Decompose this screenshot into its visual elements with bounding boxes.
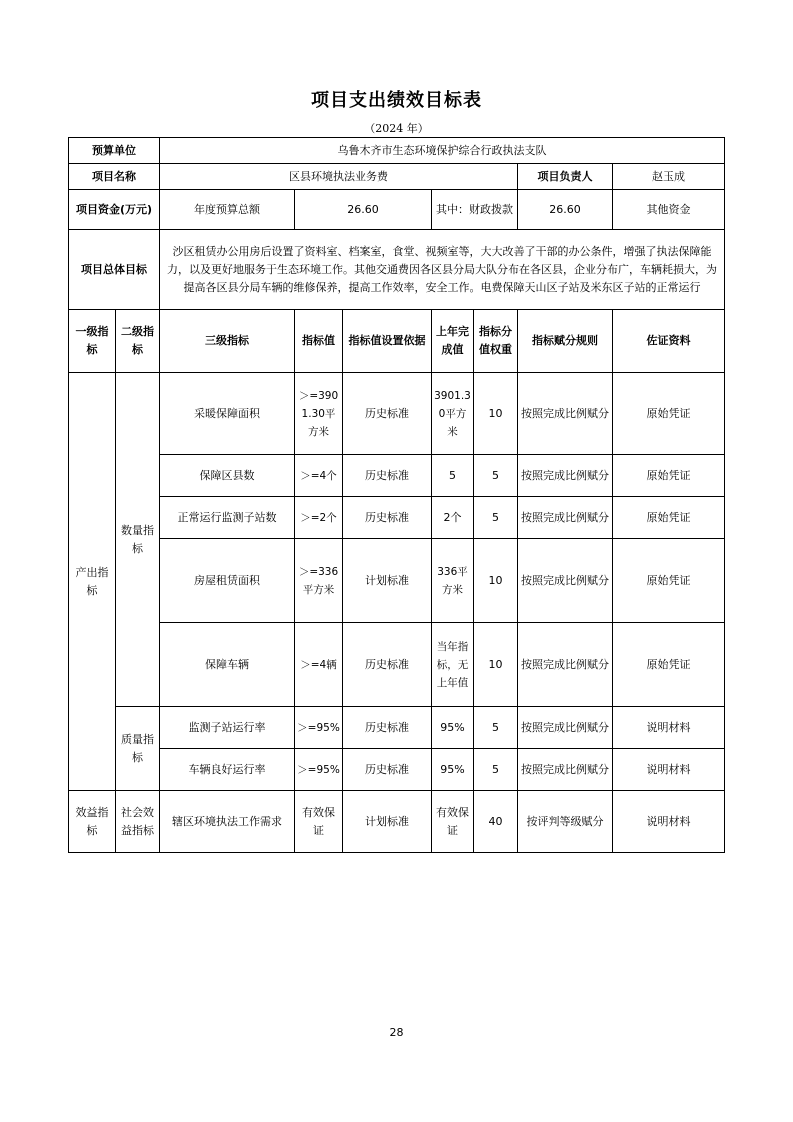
funds-label: 项目资金(万元) (69, 190, 160, 230)
goal-row (69, 230, 725, 310)
indicator-weight: 5 (474, 497, 518, 539)
indicator-weight: 5 (474, 749, 518, 791)
output-indicator-group: 产出指标 (69, 373, 116, 791)
indicator-value: ＞=4个 (295, 455, 343, 497)
indicator-evidence: 说明材料 (613, 749, 725, 791)
header-value: 指标值 (295, 310, 343, 373)
indicator-weight: 10 (474, 539, 518, 623)
indicator-value: ＞=95% (295, 749, 343, 791)
header-level2: 二级指标 (116, 310, 160, 373)
indicator-basis: 计划标准 (343, 539, 432, 623)
other-funds-label: 其他资金 (613, 190, 725, 230)
table-row (69, 539, 725, 623)
indicator-value: ＞=3901.30平方米 (295, 373, 343, 455)
indicator-basis: 历史标准 (343, 623, 432, 707)
budget-unit-label: 预算单位 (69, 138, 160, 164)
indicator-evidence: 说明材料 (613, 791, 725, 853)
table-row (69, 623, 725, 707)
social-benefit-indicator-group: 社会效益指标 (116, 791, 160, 853)
indicator-basis: 历史标准 (343, 497, 432, 539)
header-basis: 指标值设置依据 (343, 310, 432, 373)
indicator-weight: 40 (474, 791, 518, 853)
indicator-last: 3901.30平方米 (432, 373, 474, 455)
indicator-value: ＞=4辆 (295, 623, 343, 707)
indicator-rule: 按照完成比例赋分 (518, 455, 613, 497)
benefit-indicator-group: 效益指标 (69, 791, 116, 853)
indicator-last: 当年指标，无上年值 (432, 623, 474, 707)
indicator-name: 监测子站运行率 (160, 707, 295, 749)
page-number: 28 (389, 1026, 404, 1039)
indicator-basis: 历史标准 (343, 707, 432, 749)
indicator-name: 采暖保障面积 (160, 373, 295, 455)
indicator-rule: 按照完成比例赋分 (518, 707, 613, 749)
indicator-name: 保障车辆 (160, 623, 295, 707)
indicator-last: 95% (432, 749, 474, 791)
indicator-evidence: 原始凭证 (613, 539, 725, 623)
indicator-value: ＞=2个 (295, 497, 343, 539)
indicator-rule: 按照完成比例赋分 (518, 623, 613, 707)
budget-unit-value: 乌鲁木齐市生态环境保护综合行政执法支队 (160, 138, 725, 164)
indicator-last: 336平方米 (432, 539, 474, 623)
indicator-last: 5 (432, 455, 474, 497)
funds-row (69, 190, 725, 230)
performance-table (68, 137, 725, 853)
indicator-basis: 历史标准 (343, 373, 432, 455)
indicator-value: ＞=336平方米 (295, 539, 343, 623)
table-row (69, 749, 725, 791)
header-weight: 指标分值权重 (474, 310, 518, 373)
page-title: 项目支出绩效目标表 (311, 90, 482, 111)
project-name-row (69, 164, 725, 190)
indicator-weight: 5 (474, 707, 518, 749)
indicator-weight: 10 (474, 373, 518, 455)
indicator-name: 保障区县数 (160, 455, 295, 497)
indicator-rule: 按评判等级赋分 (518, 791, 613, 853)
goal-label: 项目总体目标 (69, 230, 160, 310)
indicator-name: 正常运行监测子站数 (160, 497, 295, 539)
goal-text: 沙区租赁办公用房后设置了资料室、档案室，食堂、视频室等，大大改善了干部的办公条件，增强了执法保障能力，以及更好地服务于生态环境工作。其他交通费因各区县分局大队分布在各区县，企业分布广，车辆耗损大，为提高各区县分局车辆的维修保养，提高工作效率，安全工作。电费保障天山区子站及米东区子站的正常运行 (160, 230, 725, 310)
indicator-evidence: 说明材料 (613, 707, 725, 749)
indicator-name: 车辆良好运行率 (160, 749, 295, 791)
table-row (69, 791, 725, 853)
indicator-rule: 按照完成比例赋分 (518, 539, 613, 623)
header-last: 上年完成值 (432, 310, 474, 373)
annual-budget-value: 26.60 (295, 190, 432, 230)
indicator-rule: 按照完成比例赋分 (518, 373, 613, 455)
table-row (69, 497, 725, 539)
header-rule: 指标赋分规则 (518, 310, 613, 373)
header-level1: 一级指标 (69, 310, 116, 373)
header-row (69, 310, 725, 373)
quality-indicator-group: 质量指标 (116, 707, 160, 791)
indicator-rule: 按照完成比例赋分 (518, 749, 613, 791)
table-row (69, 707, 725, 749)
indicator-evidence: 原始凭证 (613, 455, 725, 497)
fiscal-funds-value: 26.60 (518, 190, 613, 230)
indicator-last: 95% (432, 707, 474, 749)
indicator-basis: 历史标准 (343, 749, 432, 791)
indicator-rule: 按照完成比例赋分 (518, 497, 613, 539)
indicator-value: 有效保证 (295, 791, 343, 853)
indicator-weight: 5 (474, 455, 518, 497)
project-owner-label: 项目负责人 (518, 164, 613, 190)
table-row (69, 373, 725, 455)
indicator-weight: 10 (474, 623, 518, 707)
table-row (69, 455, 725, 497)
indicator-name: 房屋租赁面积 (160, 539, 295, 623)
project-owner-value: 赵玉成 (613, 164, 725, 190)
indicator-basis: 历史标准 (343, 455, 432, 497)
indicator-evidence: 原始凭证 (613, 373, 725, 455)
quantity-indicator-group: 数量指标 (116, 373, 160, 707)
header-evidence: 佐证资料 (613, 310, 725, 373)
indicator-last: 2个 (432, 497, 474, 539)
indicator-evidence: 原始凭证 (613, 623, 725, 707)
indicator-basis: 计划标准 (343, 791, 432, 853)
year-label: （2024 年） (364, 122, 429, 135)
fiscal-funds-label: 其中：财政拨款 (432, 190, 518, 230)
indicator-last: 有效保证 (432, 791, 474, 853)
project-name-label: 项目名称 (69, 164, 160, 190)
indicator-evidence: 原始凭证 (613, 497, 725, 539)
indicator-name: 辖区环境执法工作需求 (160, 791, 295, 853)
annual-budget-label: 年度预算总额 (160, 190, 295, 230)
budget-unit-row (69, 138, 725, 164)
header-level3: 三级指标 (160, 310, 295, 373)
project-name-value: 区县环境执法业务费 (160, 164, 518, 190)
indicator-value: ＞=95% (295, 707, 343, 749)
